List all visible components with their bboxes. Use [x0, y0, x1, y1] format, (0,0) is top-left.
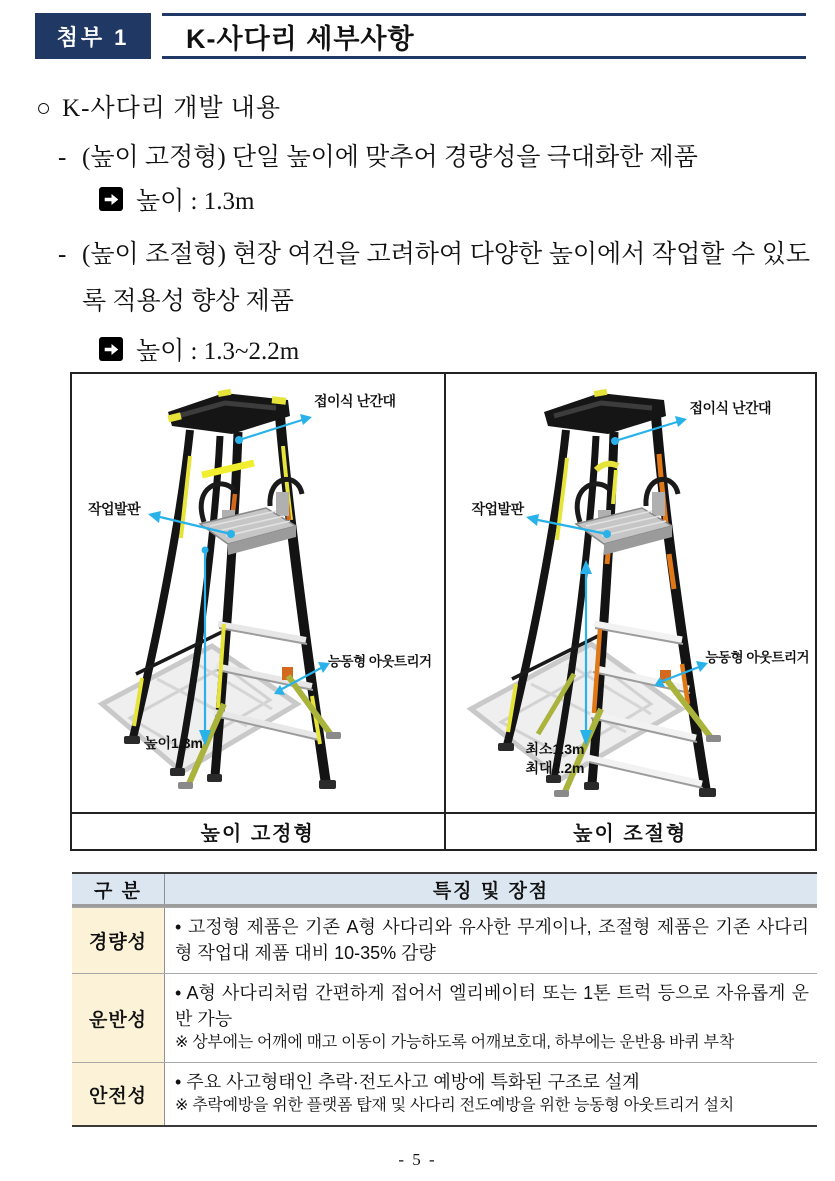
handrail-label: 접이식 난간대	[689, 400, 772, 416]
row-content-note: ※ 상부에는 어깨에 매고 이동이 가능하도록 어깨보호대, 하부에는 운반용 바퀴 부착	[175, 1034, 734, 1052]
ladder-illustration	[446, 374, 817, 811]
table-row	[72, 907, 817, 973]
table-row	[72, 973, 817, 1062]
handrail-label: 접이식 난간대	[314, 393, 396, 409]
ladder-figure	[70, 372, 817, 851]
sub-item-text: 높이 : 1.3m	[136, 188, 255, 215]
row-content-line: • 주요 사고형태인 추락·전도사고 예방에 특화된 구조로 설계	[175, 1071, 640, 1092]
arrow-right-icon	[99, 187, 123, 211]
circle-bullet-icon: ○	[36, 95, 53, 122]
row-category: 안전성	[72, 1063, 165, 1125]
height-max-label: 최대2.2m	[525, 759, 585, 776]
list-item-text: (높이 고정형) 단일 높이에 맞추어 경량성을 극대화한 제품	[82, 144, 698, 171]
row-content	[165, 974, 817, 1062]
list-item	[58, 134, 810, 181]
adjustable-height-panel	[444, 374, 816, 812]
column-header-features: 특징 및 장점	[432, 880, 550, 902]
height-min-label: 최소1.3m	[525, 741, 585, 757]
platform-label: 작업발판	[88, 501, 141, 517]
outrigger-label: 능동형 아웃트리거	[328, 654, 432, 669]
attachment-badge: 첨부 1	[35, 13, 151, 59]
sub-item	[99, 181, 254, 217]
fixed-height-panel	[72, 374, 444, 812]
figure-captions	[72, 812, 815, 849]
column-header-category: 구 분	[72, 874, 165, 904]
outrigger-label: 능동형 아웃트리거	[705, 650, 810, 665]
row-content-line: • 고정형 제품은 기존 A형 사다리와 유사한 무게이나, 조절형 제품은 기존 사다리형 작업대 제품 대비 10-35% 감량	[175, 917, 809, 963]
height-label: 높이1.3m	[144, 735, 203, 751]
arrow-right-icon	[99, 337, 123, 361]
document-header	[35, 13, 806, 59]
row-category: 경량성	[72, 908, 165, 973]
spec-table	[72, 872, 817, 1127]
dash-bullet-icon: -	[58, 144, 67, 171]
row-content-note: ※ 추락예방을 위한 플랫폼 탑재 및 사다리 전도예방을 위한 능동형 아웃트리거 설치	[175, 1097, 734, 1115]
platform-label: 작업발판	[471, 501, 524, 517]
table-row	[72, 1062, 817, 1125]
title-rule-block	[162, 13, 806, 59]
row-content	[165, 1063, 817, 1125]
dash-bullet-icon: -	[58, 241, 67, 268]
section-heading	[36, 88, 281, 124]
sub-item	[99, 331, 299, 367]
caption-adjustable-type: 높이 조절형	[444, 814, 816, 849]
page-number: - 5 -	[398, 1150, 437, 1169]
row-content	[165, 908, 817, 973]
row-category: 운반성	[72, 974, 165, 1062]
height-range-label	[526, 740, 585, 778]
page-title: K-사다리 세부사항	[186, 23, 415, 54]
ladder-illustration	[72, 374, 442, 811]
list-item	[58, 231, 810, 325]
caption-fixed-type: 높이 고정형	[200, 823, 315, 845]
list-item-text: (높이 조절형) 현장 여건을 고려하여 다양한 높이에서 작업할 수 있도록 적용성 향상 제품	[82, 241, 810, 315]
table-header-row	[72, 874, 817, 907]
figure-panels	[72, 374, 815, 812]
row-content-line: • A형 사다리처럼 간편하게 접어서 엘리베이터 또는 1톤 트럭 등으로 자유롭게 운반 가능	[175, 983, 809, 1029]
sub-item-text: 높이 : 1.3~2.2m	[136, 338, 300, 365]
section-heading-text: K-사다리 개발 내용	[62, 95, 282, 122]
